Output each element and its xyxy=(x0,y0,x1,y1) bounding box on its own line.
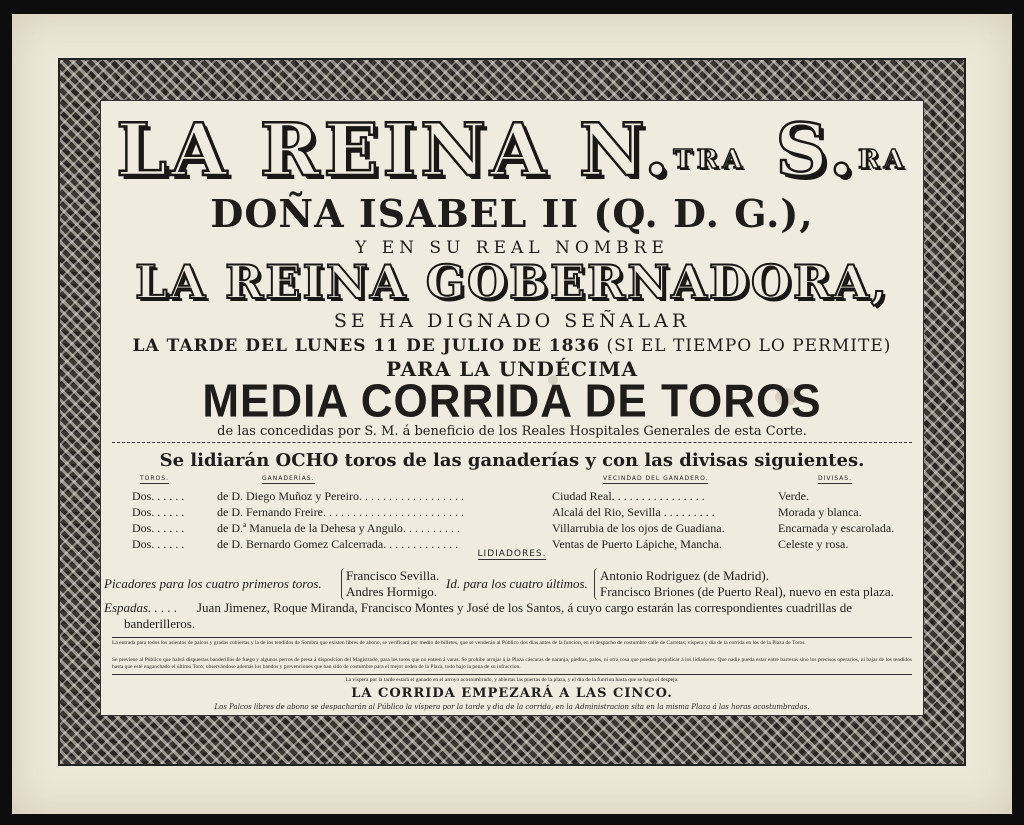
id-label: Id. para los cuatro últimos. xyxy=(446,576,588,591)
picador-2: Andres Hormigo. xyxy=(346,584,437,599)
lidiadores-heading xyxy=(0,549,1024,559)
table-row xyxy=(0,521,1024,537)
date-text: LA TARDE DEL LUNES 11 DE JULIO DE 1836 xyxy=(132,336,601,356)
column-label: GANADERÍAS. xyxy=(262,475,315,482)
bulls-heading: Se lidiarán OCHO toros de las ganaderías y con las divisas siguientes. xyxy=(159,450,865,471)
date-line xyxy=(0,335,1024,357)
column-label: TOROS. xyxy=(140,475,169,482)
divider xyxy=(112,637,912,638)
row-divisa: Encarnada y escarolada. xyxy=(778,521,895,535)
table-row xyxy=(0,489,1024,505)
poster-title xyxy=(0,107,1024,192)
designated-line: SE HA DIGNADO SEÑALAR xyxy=(333,310,691,332)
weather-note: (SI EL TIEMPO LO PERMITE) xyxy=(606,336,892,356)
row-divisa: Morada y blanca. xyxy=(778,505,862,519)
picador-4: Francisco Briones (de Puerto Real), nuevo en esta plaza. xyxy=(600,584,894,599)
column-header-ganaderias xyxy=(262,475,315,482)
start-time: LA CORRIDA EMPEZARÁ A LAS CINCO. xyxy=(351,686,673,701)
row-ganaderia: de D. Fernando Freire. . . . . . . . . . . . . . . . . . . . . . . . xyxy=(217,505,464,519)
picador-3: Antonio Rodriguez (de Madrid). xyxy=(600,568,769,583)
picador-1: Francisco Sevilla. xyxy=(346,568,440,583)
column-header-vecindad xyxy=(603,475,708,482)
row-divisa: Verde. xyxy=(778,489,809,503)
row-toros: Dos. . . . . . xyxy=(132,489,185,503)
regent-heading: LA REINA GOBERNADORA, xyxy=(135,255,889,309)
divider xyxy=(112,442,912,443)
notice-rules: Se previene al Público que habrá dispuestas banderillas de fuego y algunos perros de presa á disposicion del Magistrado, para los toros que no entren á varas. Se prohibe arrojar á la Plaza cáscaras de naranja, piedras, palos, ni otra cosa que puedan perjudicar á los lidiadores. Que nadie pueda estar entre barreras sino los precisos operarios, ni bajar de los tendidos hasta que esté enganchado el último Toro; observándose además los bandos y prevenciones que han sido de costumbre para el mejor orden de la Plaza, todo bajo la pena de su infraccion. xyxy=(112,657,912,670)
banderilleros: banderilleros. xyxy=(124,616,196,631)
notice-cattle: La víspera por la tarde estará el ganado en el arroyo acostumbrado, y abiertas las puertas de la plaza, y el dia de la funcion hasta que se haga el despejo. xyxy=(345,677,679,683)
row-toros: Dos. . . . . . xyxy=(132,537,185,551)
boxes-note: Los Palcos libres de abono se despacharán al Público la víspera por la tarde y dia de la corrida, en la Administracion sita en la misma Plaza á las horas acostumbradas. xyxy=(214,703,810,711)
column-label: VECINDAD DEL GANADERO. xyxy=(603,475,709,482)
column-header-toros xyxy=(140,475,169,482)
row-toros: Dos. . . . . . xyxy=(132,505,185,519)
title-superscript-2: RA xyxy=(857,145,908,175)
column-header-divisas xyxy=(818,475,852,482)
queen-name: DOÑA ISABEL II (Q. D. G.), xyxy=(210,191,814,236)
row-vecindad: Villarrubia de los ojos de Guadiana. xyxy=(552,521,725,535)
espadas-label: Espadas. . . . . xyxy=(104,600,178,615)
row-vecindad: Ventas de Puerto Lápiche, Mancha. xyxy=(552,537,722,551)
brace xyxy=(594,568,599,600)
row-ganaderia: de D. Diego Muñoz y Pereiro. . . . . . . . . . . . . . . . . . xyxy=(217,489,464,503)
row-toros: Dos. . . . . . xyxy=(132,521,185,535)
lidiadores-label: LIDIADORES. xyxy=(477,549,547,559)
notice-entrance: La entrada para todos los asientos de palcos y gradas cubiertas y la de los tendidos de Sombra que existen libres de abono, se verificará por medio de billetes, que se venderán al Público dos dias antes de la funcion, en el despacho de costumbre calle de Carretas; víspera y dia de la corrida en los de la Plaza de Toros. xyxy=(112,640,806,646)
table-row xyxy=(0,505,1024,521)
eleventh-line: PARA LA UNDÉCIMA xyxy=(386,357,638,381)
row-vecindad: Ciudad Real. . . . . . . . . . . . . . . . xyxy=(552,489,705,503)
row-divisa: Celeste y rosa. xyxy=(778,537,849,551)
column-label: DIVISAS. xyxy=(818,475,853,482)
title-superscript: TRA xyxy=(673,145,747,175)
row-ganaderia: de D. Bernardo Gomez Calcerrada. . . . . . . . . . . . . xyxy=(217,537,459,551)
espadas-list: Juan Jimenez, Roque Miranda, Francisco Montes y José de los Santos, á cuyo cargo estarán las correspondientes cuadrillas de xyxy=(197,600,853,615)
beneficiary-line: de las concedidas por S. M. á beneficio de los Reales Hospitales Generales de esta Corte. xyxy=(217,424,807,439)
row-ganaderia: de D.ª Manuela de la Dehesa y Angulo. . . . . . . . . . xyxy=(217,521,460,535)
royal-name-line: Y EN SU REAL NOMBRE xyxy=(355,238,669,258)
title-main: LA REINA N. xyxy=(116,107,674,192)
event-heading: MEDIA CORRIDA DE TOROS xyxy=(202,375,822,428)
picadores-label: Picadores para los cuatro primeros toros. xyxy=(104,576,322,591)
divider xyxy=(112,674,912,675)
title-main-2: S. xyxy=(775,107,858,192)
row-vecindad: Alcalá del Rio, Sevilla . . . . . . . . . xyxy=(552,505,715,519)
